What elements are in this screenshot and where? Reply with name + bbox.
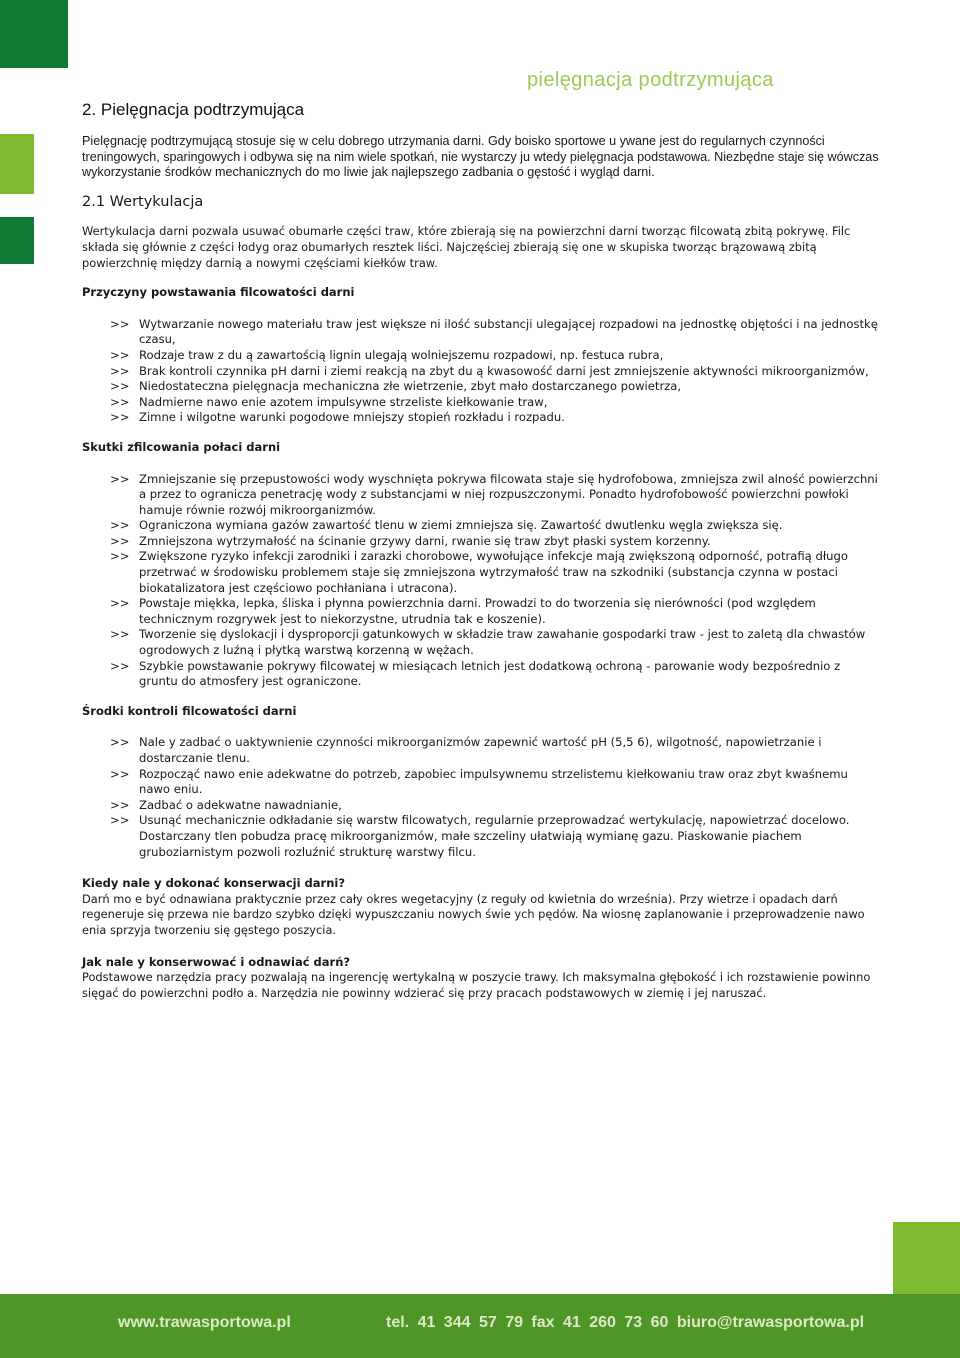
corner-square-light	[893, 1222, 960, 1294]
list-item: >> Rodzaje traw z du ą zawartością lignin ulegają wolniejszemu rozpadowi, np. festuca rubra,	[110, 347, 664, 362]
list-marker: >>	[110, 549, 130, 564]
list-item: >> Tworzenie się dyslokacji i dysproporcji gatunkowych w składzie traw zawahanie gospodarki traw - jest to zaletą dla chwastów ogrodowych z luźną i płytką warstwą korzenną w wężach.	[110, 627, 866, 658]
list-item: >> Zwiększone ryzyko infekcji zarodniki i zarazki chorobowe, wywołujące infekcje mają zwiększoną odporność, potrafią długo przetrwać w środowisku problemem staje się zmniejszona wytrzymałość traw na szkodniki (substancja czynna w postaci biokatalizatora jest częściowo pochłaniana i utracona).	[110, 549, 848, 595]
list-item: >> Usunąć mechanicznie odkładanie się warstw filcowatych, regularnie przeprowadzać wertykulację, napowietrzać docelowo. Dostarczany tlen pobudza pracę mikroorganizmów, małe szczeliny ułatwiają wymianę gazu. Piaskowanie piachem gruboziarnistym pozwoli rozluźnić strukturę warstwy filcu.	[110, 813, 850, 859]
list-marker: >>	[110, 735, 130, 750]
list-marker: >>	[110, 394, 130, 409]
section-tag: pielęgnacja podtrzymująca	[527, 69, 774, 91]
controls-list	[82, 735, 882, 860]
list-marker: >>	[110, 533, 130, 548]
list-marker: >>	[110, 766, 130, 781]
list-marker: >>	[110, 797, 130, 812]
list-marker: >>	[110, 627, 130, 642]
list-item: >> Rozpocząć nawo enie adekwatne do potrzeb, zapobiec impulsywnemu strzelistemu kiełkowaniu traw oraz zbyt kwaśnemu nawo eniu.	[110, 766, 848, 797]
corner-square-dark	[0, 0, 68, 68]
list-item: >> Zmniejszanie się przepustowości wody wyschnięta pokrywa filcowata staje się hydrofobowa, zmniejsza zwil alność powierzchni a przez to ogranicza penetrację wody z substancjami w niej rozpuszczonymi. Ponadto hydrofobowość powierzchni powłoki hamuje równie rozwój mikroorganizmów.	[110, 471, 878, 517]
side-square-top	[0, 134, 34, 194]
when-heading: Kiedy nale y dokonać konserwacji darni?	[82, 876, 346, 891]
list-item: >> Ograniczona wymiana gazów zawartość tlenu w ziemi zmniejsza się. Zawartość dwutlenku węgla zwiększa się.	[110, 518, 783, 533]
verticutting-heading: 2.1 Wertykulacja	[82, 193, 204, 210]
list-item: >> Nadmierne nawo enie azotem impulsywne strzeliste kiełkowanie traw,	[110, 394, 548, 409]
list-marker: >>	[110, 316, 130, 331]
list-item: >> Zadbać o adekwatne nawadnianie,	[110, 797, 342, 812]
causes-list	[82, 317, 882, 426]
list-marker: >>	[110, 471, 130, 486]
effects-heading: Skutki zfilcowania połaci darni	[82, 439, 281, 454]
list-marker: >>	[110, 813, 130, 828]
list-marker: >>	[110, 658, 130, 673]
document-body	[82, 134, 882, 1001]
side-square-middle	[0, 217, 34, 264]
footer-contact-info: tel. 41 344 57 79 fax 41 260 73 60 biuro@trawasportowa.pl	[386, 1314, 865, 1331]
how-text: Podstawowe narzędzia pracy pozwalają na ingerencję wertykalną w poszycie trawy. Ich maksymalna głębokość i ich rozstawienie powinno sięgać do powierzchni podło a. Narzędzia nie powinny wdzierać się przy pracach podstawowych w ziemię i jej naruszać.	[82, 970, 871, 1000]
verticutting-description: Wertykulacja darni pozwala usuwać obumarłe części traw, które zbierają się na powierzchni darni tworząc filcowatą zbitą pokrywę. Filc składa się głównie z części łodyg oraz obumarłych resztek liści. Najczęściej zbierają się one w skupiska tworząc brązowawą zbitą powierzchnię między darnią a nowymi częściami kiełków traw.	[82, 224, 851, 270]
list-item: >> Powstaje miękka, lepka, śliska i płynna powierzchnia darni. Prowadzi to do tworzenia się nierówności (pod względem technicznym rozgrywek jest to niekorzystne, utrudnia tak e koszenie).	[110, 596, 816, 626]
list-item: >> Nale y zadbać o uaktywnienie czynności mikroorganizmów zapewnić wartość pH (5,5 6), wilgotność, napowietrzanie i dostarczanie tlenu.	[110, 735, 822, 765]
when-text: Darń mo e być odnawiana praktycznie przez cały okres wegetacyjny (z reguły od kwietnia do września). Przy wietrze i opadach darń regeneruje się przewa nie bardzo szybko dzięki wypuszczaniu nowych świe ych pędów. Na wiosnę zaplanowanie i przeprowadzenie nawo enia sprzyja tworzeniu się gęstego poszycia.	[82, 891, 865, 937]
footer-bar	[0, 1294, 960, 1358]
list-item: >> Niedostateczna pielęgnacja mechaniczna złe wietrzenie, zbyt mało dostarczanego powietrza,	[110, 379, 682, 394]
list-item: >> Brak kontroli czynnika pH darni i ziemi reakcją na zbyt du ą kwasowość darni jest zmniejszenie aktywności mikroorganizmów,	[110, 363, 869, 378]
controls-heading: Środki kontroli filcowatości darni	[82, 703, 297, 718]
list-marker: >>	[110, 410, 130, 425]
footer-website-link[interactable]: www.trawasportowa.pl	[118, 1314, 291, 1331]
list-item: >> Zmniejszona wytrzymałość na ścinanie grzywy darni, rwanie się traw zbyt płaski system korzenny.	[110, 533, 711, 548]
list-item: >> Szybkie powstawanie pokrywy filcowatej w miesiącach letnich jest dodatkową ochroną - parowanie wody bezpośrednio z gruntu do atmosfery jest ograniczone.	[110, 658, 841, 689]
list-marker: >>	[110, 518, 130, 533]
list-marker: >>	[110, 347, 130, 362]
causes-heading: Przyczyny powstawania filcowatości darni	[82, 285, 355, 300]
page-title: 2. Pielęgnacja podtrzymująca	[82, 100, 305, 119]
list-marker: >>	[110, 363, 130, 378]
list-item: >> Wytwarzanie nowego materiału traw jest większe ni ilość substancji ulegającej rozpadowi na jednostkę objętości i na jednostkę czasu,	[110, 316, 878, 347]
effects-list	[82, 472, 882, 690]
how-heading: Jak nale y konserwować i odnawiać darń?	[82, 954, 351, 969]
list-marker: >>	[110, 596, 130, 611]
intro-paragraph: Pielęgnację podtrzymującą stosuje się w celu dobrego utrzymania darni. Gdy boisko sportowe u ywane jest do regularnych czynności treningowych, sparingowych i odbywa się na nim wiele spotkań, nie wystarczy ju wtedy pielęgnacja podstawowa. Niezbędne staje się wówczas wykorzystanie środków mechanicznych do mo liwie jak najlepszego zadbania o gęstość i wygląd darni.	[82, 134, 879, 180]
list-item: >> Zimne i wilgotne warunki pogodowe mniejszy stopień rozkładu i rozpadu.	[110, 410, 565, 425]
list-marker: >>	[110, 379, 130, 394]
